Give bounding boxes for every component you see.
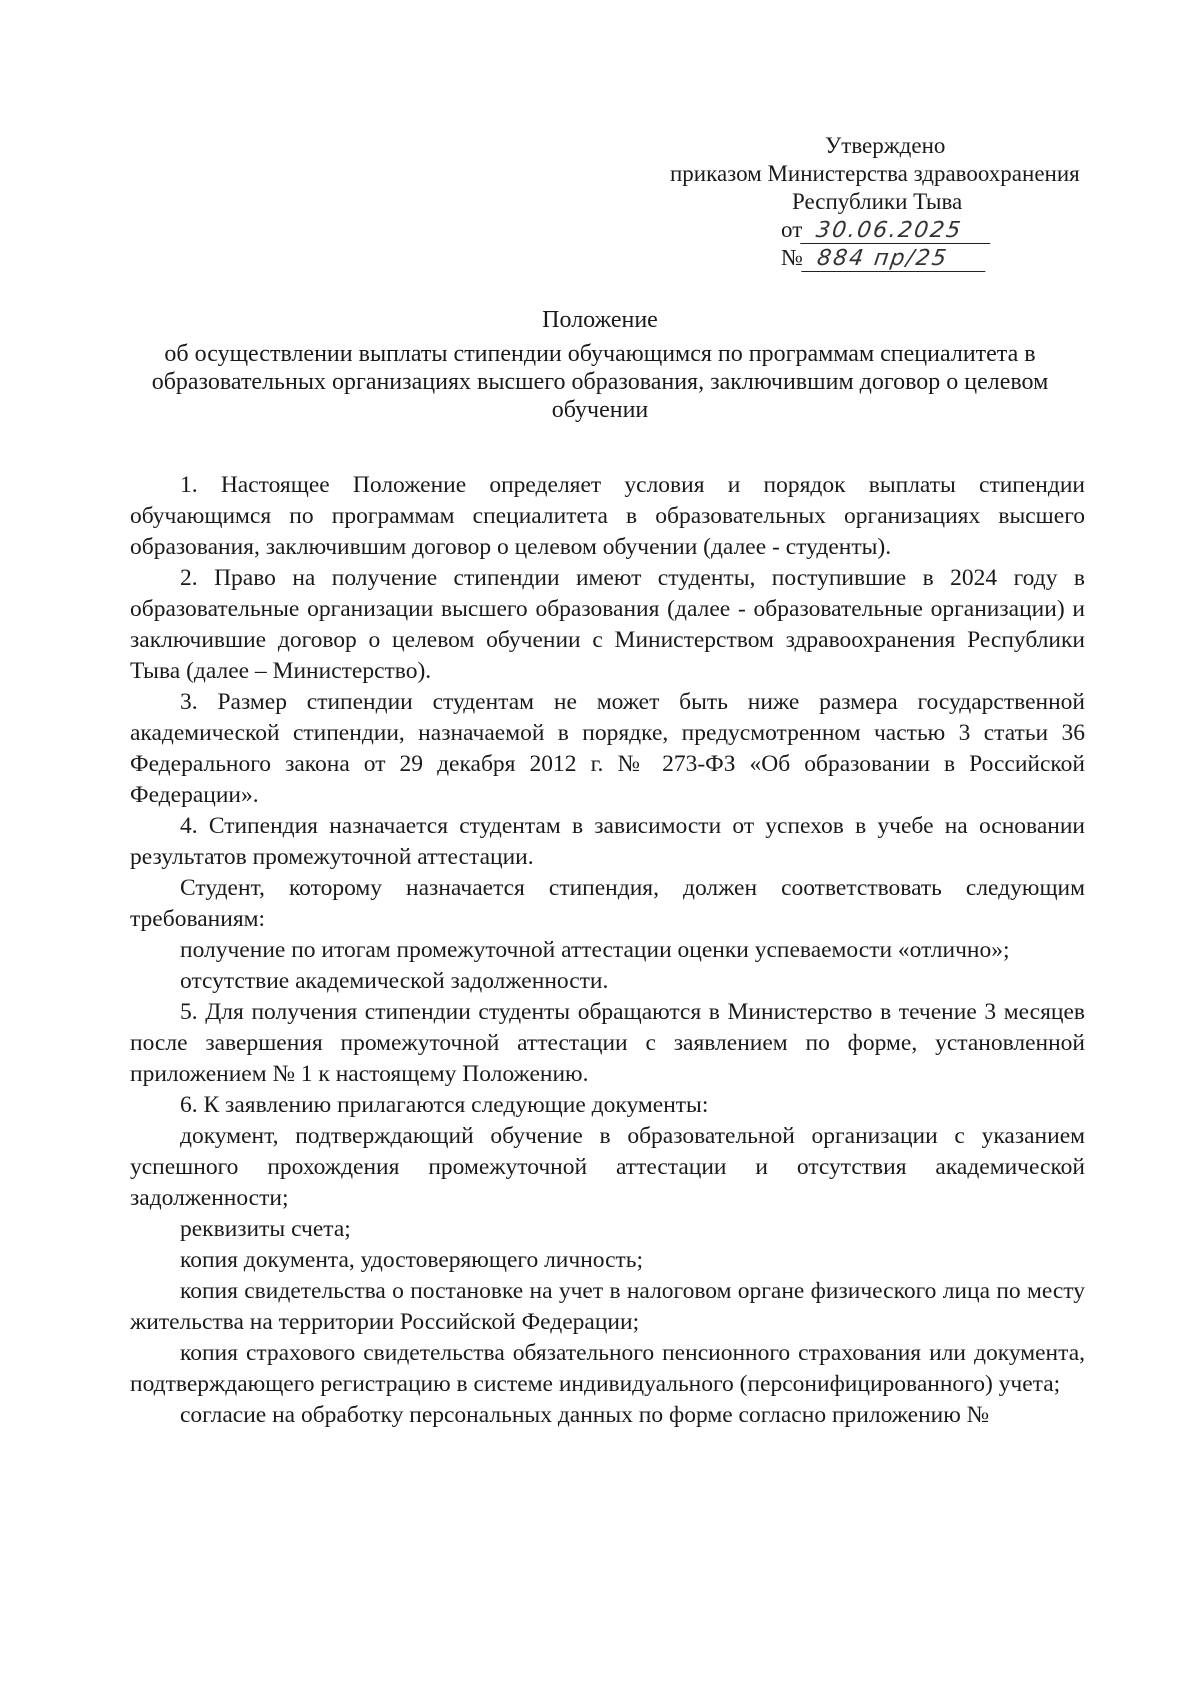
paragraph: документ, подтверждающий обучение в образовательной организации с указанием успешного прохождения промежуточной аттестации и отсутствия академической задолженности;: [130, 1123, 1085, 1211]
approval-number-handwritten: 884 пр/25: [801, 247, 989, 272]
approval-region: Республики Тыва: [792, 189, 963, 214]
approval-date-line: [650, 216, 1120, 244]
paragraph: Студент, которому назначается стипендия, должен соответствовать следующим требованиям:: [130, 875, 1085, 932]
approval-date-handwritten: 30.06.2025: [800, 219, 994, 244]
paragraph: 3. Размер стипендии студентам не может быть ниже размера государственной академической стипендии, назначаемой в порядке, предусмотренном частью 3 статьи 36 Федерального закона от 29 декабря 2012 г. № 273-ФЗ «Об образовании в Российской Федерации».: [130, 689, 1085, 808]
approval-heading: Утверждено: [825, 133, 946, 158]
paragraph: получение по итогам промежуточной аттестации оценки успеваемости «отлично»;: [180, 937, 1010, 963]
paragraph: реквизиты счета;: [180, 1216, 351, 1242]
paragraph: копия свидетельства о постановке на учет в налоговом органе физического лица по месту жительства на территории Российской Федерации;: [130, 1278, 1085, 1335]
paragraph: 4. Стипендия назначается студентам в зависимости от успехов в учебе на основании результатов промежуточной аттестации.: [130, 813, 1085, 870]
approval-stamp-block: [650, 132, 1120, 272]
paragraph: согласие на обработку персональных данных по форме согласно приложению №: [180, 1402, 990, 1428]
document-subtitle: об осуществлении выплаты стипендии обучающимся по программам специалитета в образовательных организациях высшего образования, заключившим договор о целевом обучении: [151, 341, 1049, 423]
approval-number-line: [650, 244, 1120, 272]
paragraph: 6. К заявлению прилагаются следующие документы:: [180, 1092, 709, 1118]
paragraph: 1. Настоящее Положение определяет условия и порядок выплаты стипендии обучающимся по программам специалитета в образовательных организациях высшего образования, заключившим договор о целевом обучении (далее - студенты).: [130, 472, 1085, 560]
approval-date-prefix: от: [781, 217, 803, 242]
paragraph: 5. Для получения стипендии студенты обращаются в Министерство в течение 3 месяцев после завершения промежуточной аттестации с заявлением по форме, установленной приложением № 1 к настоящему Положению.: [130, 999, 1085, 1087]
paragraph: отсутствие академической задолженности.: [180, 968, 609, 994]
paragraph: копия документа, удостоверяющего личность;: [180, 1247, 644, 1273]
paragraph: 2. Право на получение стипендии имеют студенты, поступившие в 2024 году в образовательные организации высшего образования (далее - образовательные организации) и заключившие договор о целевом обучении с Министерством здравоохранения Республики Тыва (далее – Министерство).: [130, 565, 1085, 684]
document-body: [130, 470, 1085, 1431]
document-title-block: [120, 306, 1080, 424]
approval-number-prefix: №: [781, 245, 803, 270]
approval-issuer: приказом Министерства здравоохранения: [670, 161, 1080, 186]
paragraph: копия страхового свидетельства обязательного пенсионного страхования или документа, подтверждающего регистрацию в системе индивидуального (персонифицированного) учета;: [130, 1340, 1085, 1397]
document-title: Положение: [542, 307, 658, 333]
